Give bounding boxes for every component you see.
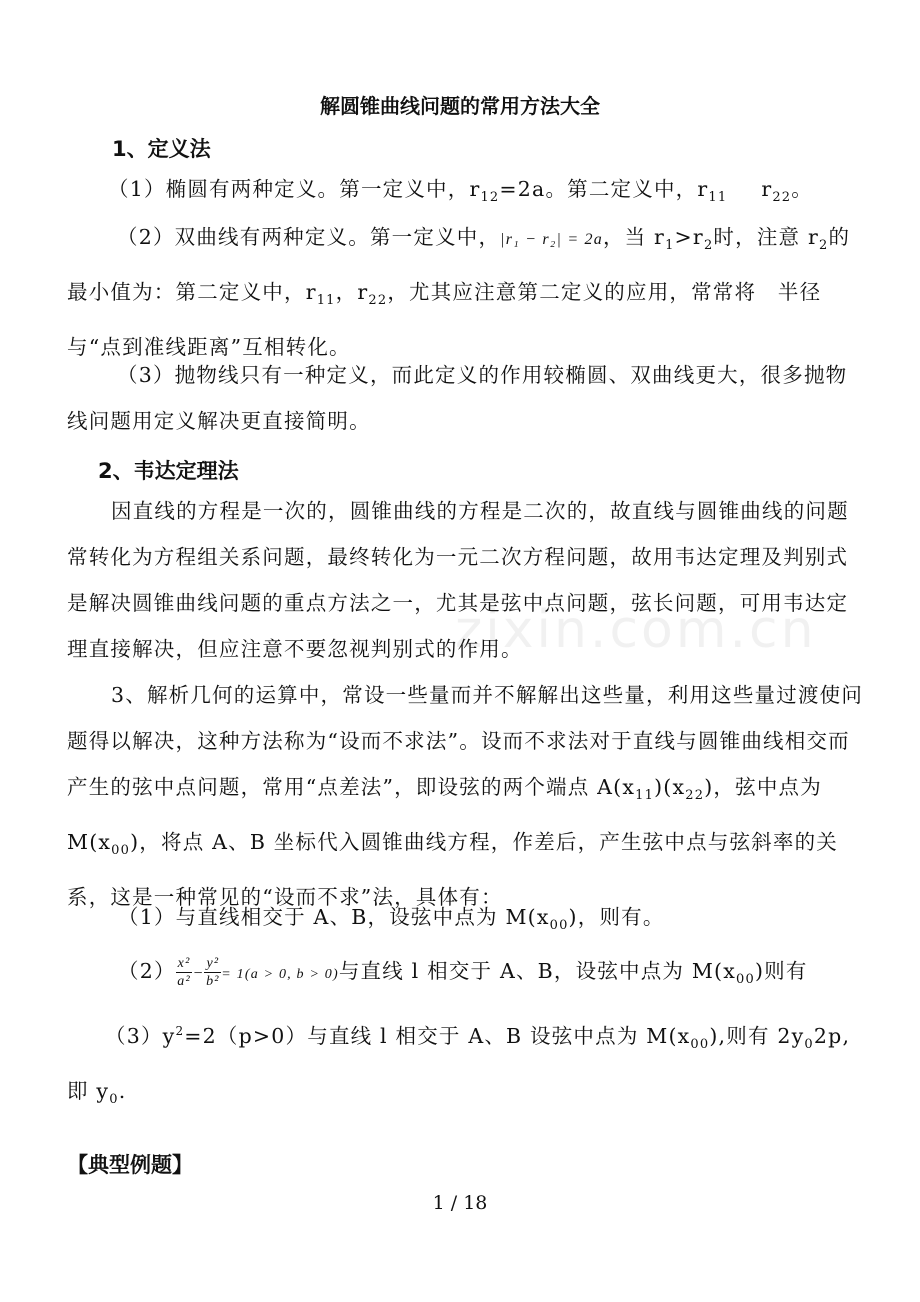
item-1: （1）与直线相交于 A、B，设弦中点为 $M(x_{00})$，则有。 [118,905,665,934]
item-2: （2） $\frac{\text{x²}}{\text{a²}}$ − $\frac{\text{y²}}{\text{b²}}$ = 1(a > 0, b > 0)与直线 l 相交于 A、B，设弦中点为 $M(x_{00})$则有 [118,956,808,989]
watermark: zixin.com.cn [455,600,817,660]
paragraph-parabola-definition: （3）抛物线只有一种定义，而此定义的作用较椭圆、双曲线更大，很多抛物线问题用定义解决更直接简明。 [67,363,848,433]
item-3: $(3)y^2=2(p>0)$与直线 l 相交于 A、B 设弦中点为 $M(x_{00})$,则有 $2y_02p$,即 $y_0$. [67,1023,851,1108]
section-heading-vieta: 2、韦达定理法 [98,459,239,483]
hyperbola-formula: |r₁ − r₂| = 2a [500,231,603,248]
fraction-x: $\frac{\text{x²}}{\text{a²}}$ [177,956,191,989]
section-heading-definition: 1、定义法 [112,137,211,161]
paragraph-hyperbola-definition: （2）双曲线有两种定义。第一定义中，|r₁ − r₂| = 2a，当 $r_1>r_2$时，注意 $r_2$的最小值为：第二定义中，$r_{11}$，$r_{22}$，尤其应注意第二定义的应用，常常将 半径与“点到准线距离”互相转化。 [67,225,851,360]
paragraph-set-not-solve: 3、解析几何的运算中，常设一些量而并不解解出这些量，利用这些量过渡使问题得以解决，这种方法称为“设而不求法”。设而不求法对于直线与圆锥曲线相交而产生的弦中点问题，常用“点差法”，即设弦的两个端点 $A(x_{11})(x_{22})$，弦中点为 $M(x_{00})$，将点 A、B 坐标代入圆锥曲线方程，作差后，产生弦中点与弦斜率的关系，这是一种常见的“设而不求”法，具体有： [67,683,864,910]
paragraph-vieta: 因直线的方程是一次的，圆锥曲线的方程是二次的，故直线与圆锥曲线的问题常转化为方程组关系问题，最终转化为一元二次方程问题，故用韦达定理及判别式是解决圆锥曲线问题的重点方法之一，尤其是弦中点问题，弦长问题，可用韦达定理直接解决，但应注意不要忽视判别式的作用。 [67,499,849,661]
page-title: 解圆锥曲线问题的常用方法大全 [320,94,600,118]
typical-examples-heading: 【典型例题】 [67,1153,193,1177]
page-number: 1 / 18 [432,1192,488,1214]
paragraph-ellipse-definition: （1）椭圆有两种定义。第一定义中，$r_{12}=2a$。第二定义中，$r_{11}$ $r_{22}$。 [108,177,813,206]
fraction-y: $\frac{\text{y²}}{\text{b²}}$ [206,956,220,989]
